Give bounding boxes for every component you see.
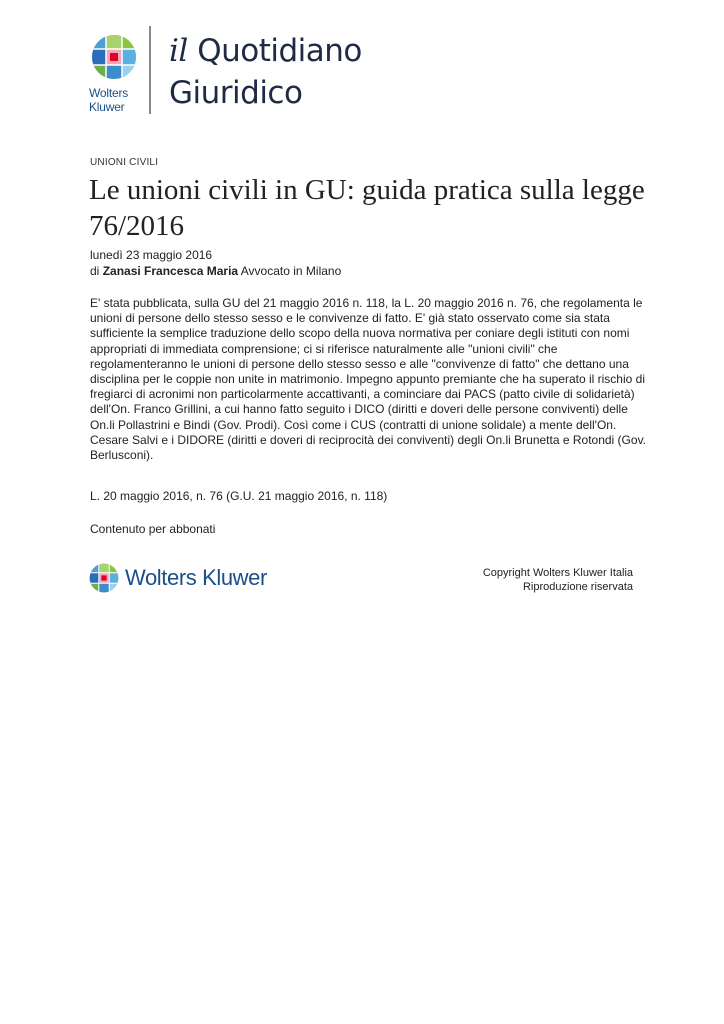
subscribers-note: Contenuto per abbonati	[90, 522, 216, 536]
brand-name	[89, 86, 128, 114]
publication-title-prefix: il	[169, 33, 188, 69]
masthead-divider	[149, 26, 151, 114]
legal-reference: L. 20 maggio 2016, n. 76 (G.U. 21 maggio 2016, n. 118)	[90, 489, 388, 503]
author-name: Zanasi Francesca Maria	[102, 264, 239, 278]
publication-title-line-1	[169, 30, 362, 72]
article-headline: Le unioni civili in GU: guida pratica sulla legge 76/2016	[89, 174, 645, 242]
publication-title	[169, 30, 362, 114]
wolters-kluwer-brand	[89, 34, 139, 114]
brand-line-2: Kluwer	[89, 100, 125, 114]
footer-logo	[89, 562, 267, 594]
masthead	[89, 26, 419, 118]
publication-title-word: Quotidiano	[197, 33, 362, 69]
publication-title-line-2: Giuridico	[169, 75, 303, 111]
copyright-notice	[483, 566, 633, 594]
copyright-line-1: Copyright Wolters Kluwer Italia	[482, 567, 633, 579]
brand-line-1: Wolters	[89, 86, 129, 100]
byline-prefix: di	[90, 264, 100, 278]
article-category: UNIONI CIVILI	[90, 157, 159, 168]
footer-logo-text: Wolters Kluwer	[125, 565, 267, 590]
article-date: lunedì 23 maggio 2016	[90, 248, 213, 262]
wolters-kluwer-globe-icon	[89, 563, 119, 593]
author-role: Avvocato in Milano	[240, 264, 342, 278]
copyright-line-2: Riproduzione riservata	[522, 581, 633, 593]
wolters-kluwer-globe-icon	[91, 34, 137, 80]
article-body: E' stata pubblicata, sulla GU del 21 maggio 2016 n. 118, la L. 20 maggio 2016 n. 76, che regolamenta le unioni di persone dello stesso sesso e le convivenze di fatto. E' già stato osservato come sia stata sufficiente la semplice traduzione dello scopo della nuova normativa per coniare degli istituti con nomi appropriati di immediata comprensione; ci si riferisce naturalmente alle "unioni civili" che regolamenteranno le unioni di persone dello stesso sesso e alle "convivenze di fatto" che dettano una disciplina per le coppie non unite in matrimonio. Impegno appunto premiante che ha superato il rischio di fregiarci di acronimi non particolarmente accattivanti, a cominciare dai PACS (patto civile di solidarietà) dell'On. Franco Grillini, a cui hanno fatto seguito i DICO (diritti e doveri delle persone conviventi) delle On.li Pollastrini e Bindi (Gov. Prodi). Così come i CUS (contratti di unione solidale) a mente dell'On. Cesare Salvi e i DIDORE (diritti e doveri di reciprocità dei conviventi) degli On.li Brunetta e Rotondi (Gov. Berlusconi).	[90, 296, 647, 463]
article-byline	[90, 264, 341, 278]
